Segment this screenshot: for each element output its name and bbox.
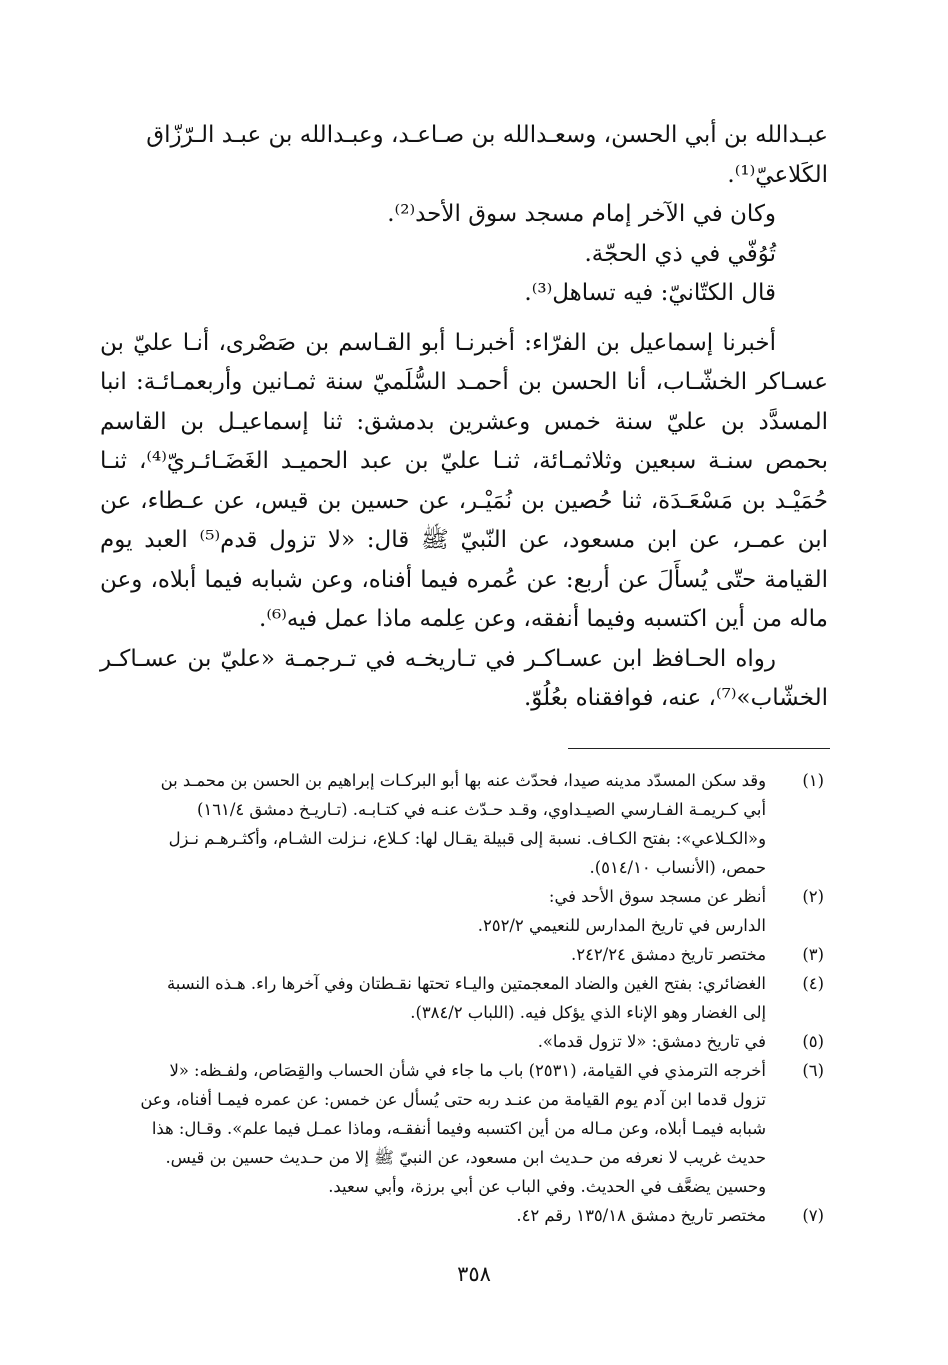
footnote-number: (٢) bbox=[802, 887, 824, 906]
footnotes bbox=[104, 766, 828, 1230]
footnote-divider bbox=[568, 748, 830, 749]
footnote-line: مختصر تاريخ دمشق ١٣٥/١٨ رقم ٤٢. bbox=[516, 1206, 766, 1225]
footnote-line: و«الكـلاعي»: بفتح الكـاف. نسبة إلى قبيلة يقـال لها: كـلاع، نـزلت الشـام، وأكثـرهـم نـزل bbox=[168, 829, 766, 848]
body-line-3: وكان في الآخر إمام مسجد سوق الأحد⁽²⁾. bbox=[387, 201, 776, 227]
footnote-line: مختصر تاريخ دمشق ٢٤٢/٢٤. bbox=[571, 945, 766, 964]
footnote-line: الغضائري: بفتح الغين والضاد المعجمتين واليـاء تحتها نقـطتان وفي آخرها راء. هـذه النسبة bbox=[166, 974, 766, 993]
footnote-2 bbox=[104, 882, 828, 940]
body-line-2: الكَلاعيّ⁽¹⁾. bbox=[727, 161, 828, 188]
footnote-number: (١) bbox=[802, 771, 824, 790]
footnote-number: (٣) bbox=[802, 945, 824, 964]
footnote-6 bbox=[104, 1056, 828, 1201]
footnote-line: أنظر عن مسجد سوق الأحد في: bbox=[548, 887, 766, 906]
footnote-5 bbox=[104, 1027, 828, 1056]
body-line-5: قال الكتّانيّ: فيه تساهل⁽³⁾. bbox=[524, 280, 776, 306]
footnote-line: أبي كـريمـة الفـارسي الصيـداوي، وقـد حـدّث عنـه في كتـابـه. (تـاريـخ دمشق ١٦١/٤) bbox=[197, 800, 766, 819]
footnote-line: أخرجه الترمذي في القيامة، (٢٥٣١) باب ما جاء في شأن الحساب والقِصَاص، ولفـظه: «لا bbox=[169, 1061, 766, 1080]
body-paragraph-2: أخبرنا إسماعيل بن الفرّاء: أخبرنـا أبو القـاسم بن صَصْرى، أنـا عليّ بن عسـاكر الخشّـاب، أنا الحسن بن أحمـد السُّلَميّ سنة ثمـانين وأربعمـائـة: انبا المسدَّد بن عليّ سنة خمس وعشرين بدمشق: ثنا إسماعيـل بن القاسم بحمص سنـة سبعين وثلاثمـائة، ثنـا عليّ بن عبد الحميـد الغَضَـائـريّ⁽⁴⁾، ثنـا حُمَيْـد بن مَسْعَـدَة، ثنا حُصين بن نُمَيْـر، عن حسين بن قيس، عن عـطاء، عن ابن عمـر، عن ابن مسعود، عن النّبيّ ﷺ قال: «لا تزول قدم⁽⁵⁾ العبد يوم القيامة حتّى يُسأَلَ عن أربع: عن عُمره فيما أفناه، وعن شبابه فيما أبلاه، وعن ماله من أين اكتسبه وفيما أنفقه، وعن عِلمه ماذا عمل فيه⁽⁶⁾. bbox=[100, 329, 828, 632]
footnote-text bbox=[104, 1056, 766, 1201]
footnote-text bbox=[104, 1201, 766, 1230]
footnote-4 bbox=[104, 969, 828, 1027]
footnote-line: في تاريخ دمشق: «لا تزول قدما». bbox=[537, 1032, 766, 1051]
footnote-text bbox=[104, 940, 766, 969]
main-text bbox=[100, 116, 828, 719]
footnote-7 bbox=[104, 1201, 828, 1230]
page-number: ٣٥٨ bbox=[457, 1262, 491, 1286]
footnote-number: (٦) bbox=[802, 1061, 824, 1080]
footnote-number: (٥) bbox=[802, 1032, 824, 1051]
footnote-1 bbox=[104, 766, 828, 882]
footnote-line: الدارس في تاريخ المدارس للنعيمي ٢٥٢/٢. bbox=[477, 916, 766, 935]
footnote-line: شبابه فيمـا أبلاه، وعن مـاله من أين اكتسبه وفيما أنفقـه، وماذا عمـل فيما علم». وقـال: هذا bbox=[151, 1119, 766, 1138]
body-line-4: تُوُفّي في ذي الحجّة. bbox=[584, 240, 776, 267]
footnote-line: وقد سكن المسدّد مدينه صيدا، فحدّث عنه بها أبو البركـات إبراهيم بن الحسن بن محمـد بن bbox=[160, 771, 766, 790]
footnote-number: (٧) bbox=[802, 1206, 824, 1225]
footnote-text bbox=[104, 882, 766, 940]
footnote-text bbox=[104, 766, 766, 882]
footnote-number: (٤) bbox=[802, 974, 824, 993]
body-paragraph-3: رواه الحـافظ ابن عسـاكـر في تـاريخـه في تـرجمـة «عليّ بن عسـاكـر الخشّاب»⁽⁷⁾، عنه، فوافقناه بعُلُوّ. bbox=[100, 645, 828, 711]
footnote-text bbox=[104, 1027, 766, 1056]
footnote-text bbox=[104, 969, 766, 1027]
footnote-line: حمص، (الأنساب ٥١٤/١٠). bbox=[589, 858, 766, 877]
body-line-1: عبـدالله بن أبي الحسن، وسعـدالله بن صـاعـد، وعبـدالله بن عبـد الـرّزّاق bbox=[146, 122, 828, 148]
footnote-line: حديث غريب لا نعرفه من حـديث ابن مسعود، عن النبيّ ﷺ إلا من حـديث حسين بن قيس. bbox=[165, 1148, 766, 1167]
footnote-3 bbox=[104, 940, 828, 969]
footnote-line: إلى الغضار وهو الإناء الذي يؤكل فيه. (اللباب ٣٨٤/٢). bbox=[410, 1003, 766, 1022]
footnote-line: وحسين يضعَّف في الحديث. وفي الباب عن أبي برزة، وأبي سعيد. bbox=[328, 1177, 766, 1196]
footnote-line: تزول قدما ابن آدم يوم القيامة من عنـد ربه حتى يُسأل عن خمس: عن عمره فيمـا أفناه، وعن bbox=[140, 1090, 766, 1109]
